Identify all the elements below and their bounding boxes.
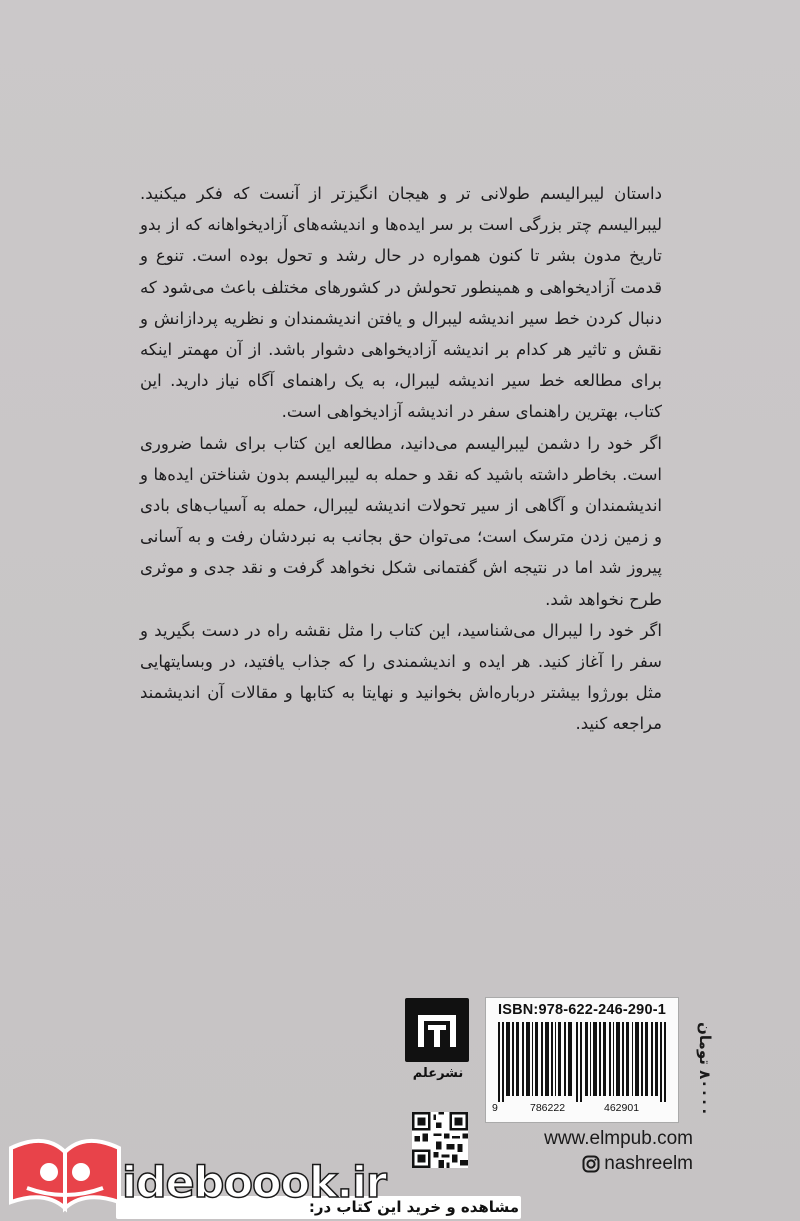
publisher-mark-icon — [412, 1005, 462, 1055]
isbn-number: ISBN:978-622-246-290-1 — [497, 1002, 667, 1018]
instagram-handle[interactable] — [520, 1153, 693, 1175]
publisher-name: نشرعلم — [412, 1066, 464, 1081]
watermark-site[interactable]: ideboook.ir — [122, 1158, 386, 1208]
price-tag — [690, 1015, 720, 1135]
website-url[interactable]: www.elmpub.com — [544, 1128, 693, 1149]
price-text: ۸۰۰۰۰ تومان — [696, 1022, 714, 1116]
blurb-paragraph: اگر خود را دشمن لیبرالیسم می‌دانید، مطالعه این کتاب برای شما ضروری است. بخاطر داشته باشید که نقد و حمله به لیبرالیسم بدون شناختن ایده‌ها و اندیشمندان و آگاهی از سیر تحولات اندیشه لیبرال، حمله به آسیاب‌های بادی و زمین زدن مترسک است؛ می‌توان حق بجانب به نبردشان رفت و به آسانی پیروز شد اما در نتیجه اش گفتمانی شکل نخواهد گرفت و نقد جدی و موثری طرح نخواهد شد. — [140, 433, 662, 609]
book-icon — [5, 1128, 140, 1213]
barcode-icon — [494, 1022, 670, 1102]
instagram-username: nashreelm — [604, 1153, 693, 1174]
isbn-barcode — [485, 997, 679, 1123]
publisher-logo — [405, 998, 471, 1094]
blurb-paragraph: اگر خود را لیبرال می‌شناسید، این کتاب را مثل نقشه راه در دست بگیرید و سفر را آغاز کنید. هر ایده و اندیشمندی را که جذاب یافتید، در وبسایتهایی مثل بورژوا بیشتر درباره‌اش بخوانید و نهایتا به کتابها و مقالات آن اندیشمند مراجعه کنید. — [140, 620, 662, 734]
instagram-icon — [582, 1155, 600, 1173]
barcode-digits-mid: 786222 — [530, 1102, 566, 1114]
barcode-digit-left: 9 — [492, 1102, 498, 1114]
watermark-text: مشاهده و خرید این کتاب در: — [308, 1198, 519, 1216]
publisher-logo-mark — [405, 998, 469, 1062]
qr-code — [412, 1112, 468, 1168]
blurb-paragraph: داستان لیبرالیسم طولانی تر و هیجان انگیزتر از آنست که فکر میکنید. لیبرالیسم چتر بزرگی است بر سر ایده‌ها و اندیشه‌های آزادیخواهانه که از بدو تاریخ مدون بشر تا کنون همواره در حال رشد و تحول بوده است. تنوع و قدمت آزادیخواهی و همینطور تحولش در کشورهای مختلف باعث می‌شود که دنبال کردن خط سیر اندیشه لیبرال و یافتن اندیشمندان و نظریه پردازانش و نقش و تاثیر هر کدام بر اندیشه آزادیخواهی دشوار باشد. از آن مهمتر اینکه برای مطالعه خط سیر اندیشه لیبرال، به یک راهنمای آگاه نیاز دارید. این کتاب، بهترین راهنمای سفر در اندیشه آزادیخواهی است. — [140, 184, 662, 422]
barcode-digits-right: 462901 — [604, 1102, 640, 1114]
blurb-text — [140, 178, 662, 740]
